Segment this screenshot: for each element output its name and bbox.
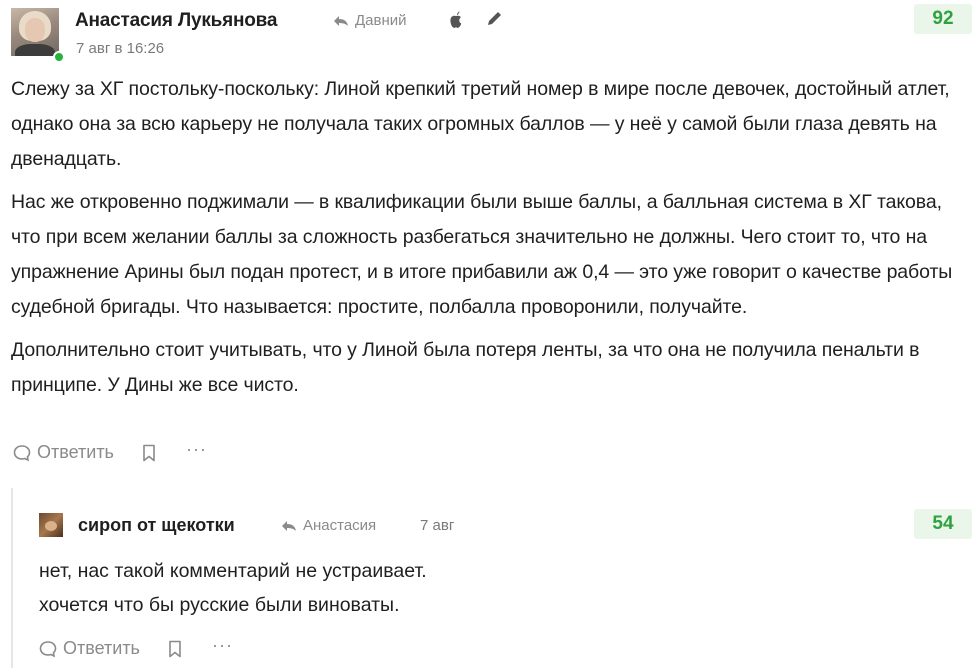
reply-to[interactable] <box>333 12 407 29</box>
more-options-button[interactable]: ··· <box>211 634 233 655</box>
comment-paragraph: Дополнительно стоит учитывать, что у Линой была потеря ленты, за что она не получила пенальти в принципе. У Дины же все чисто. <box>11 339 920 396</box>
reply-button[interactable] <box>13 442 114 463</box>
comment-score[interactable]: 54 <box>914 509 972 539</box>
comment-icon <box>13 444 31 462</box>
reply-label: Ответить <box>63 638 140 658</box>
comment-line: нет, нас такой комментарий не устраивает. <box>39 560 427 582</box>
comment-paragraph: Слежу за ХГ постольку-поскольку: Линой крепкий третий номер в мире после девочек, достойный атлет, однако она за всю карьеру не получала таких огромных баллов — у неё у самой были глаза девять на двенадцать. <box>11 78 950 170</box>
reply-button[interactable] <box>39 638 140 659</box>
reply-arrow-icon <box>281 520 297 532</box>
apple-icon <box>449 11 463 29</box>
reply-arrow-icon <box>333 15 349 27</box>
more-options-button[interactable]: ··· <box>185 438 207 459</box>
online-status-dot <box>53 51 65 63</box>
comment-author[interactable]: сироп от щекотки <box>78 515 235 535</box>
comment-icon <box>39 640 57 658</box>
comment-paragraph: Нас же откровенно поджимали — в квалификации были выше баллы, а балльная система в ХГ такова, что при всем желании баллы за сложность разбегаться значительно не должны. Чего стоит то, что на упражнение Арины был подан протест, и в итоге прибавили аж 0,4 — это уже говорит о качестве работы судебной бригады. Что называется: простите, полбалла проворонили, получайте. <box>11 191 953 318</box>
edit-pencil-icon[interactable] <box>486 11 502 29</box>
comment-date[interactable]: 7 авг <box>420 517 455 534</box>
bookmark-icon[interactable] <box>168 640 182 658</box>
thread-line[interactable] <box>11 488 13 668</box>
comment-actions <box>13 438 207 463</box>
comment-author[interactable]: Анастасия Лукьянова <box>75 10 278 31</box>
bookmark-icon[interactable] <box>142 444 156 462</box>
avatar[interactable] <box>39 513 63 537</box>
comment-actions <box>39 634 233 659</box>
reply-label: Ответить <box>37 442 114 462</box>
comment-body <box>39 554 919 622</box>
reply-to[interactable] <box>281 517 376 534</box>
reply-to-name: Анастасия <box>303 517 377 534</box>
reply-comment <box>0 488 974 668</box>
comment-score[interactable]: 92 <box>914 4 972 34</box>
reply-to-name: Давний <box>355 12 407 29</box>
comment-line: хочется что бы русские были виноваты. <box>39 594 400 616</box>
comment-body <box>11 72 961 411</box>
avatar[interactable] <box>11 8 59 56</box>
comment-date[interactable]: 7 авг в 16:26 <box>76 40 165 57</box>
